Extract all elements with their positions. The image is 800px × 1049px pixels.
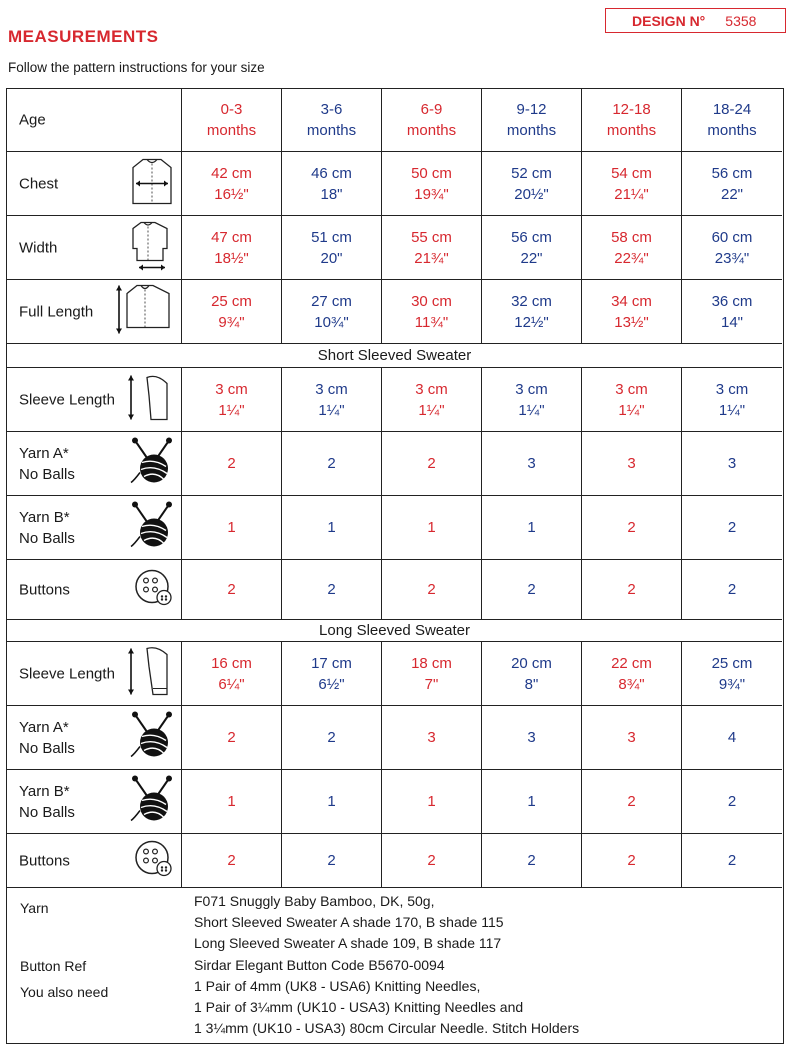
yarn-a-cell: 2 [181,432,281,495]
sleeve-cell: 22 cm 8¾" [581,642,681,705]
button-icon [133,837,175,884]
length-cell: 30 cm 11¾" [381,280,481,343]
yarn-ball-icon [129,500,175,555]
page-title: MEASUREMENTS [8,27,159,46]
buttons-cell: 2 [681,834,782,887]
materials-footer [7,888,782,1043]
yarn-b-cell: 1 [281,770,381,833]
yarn-b-label: Yarn B* No Balls [19,782,75,821]
yarn-b-cell: 1 [181,770,281,833]
short-yarn-b-row [7,496,782,560]
sleeve-cell: 18 cm 7" [381,642,481,705]
measurements-table [6,88,784,1044]
age-cell: 12-18 months [581,89,681,151]
buttons-label: Buttons [19,852,70,869]
chest-label: Chest [19,175,59,192]
width-row [7,216,782,280]
sleeve-cell: 3 cm 1¼" [481,368,581,431]
age-cell: 6-9 months [381,89,481,151]
short-sleeve-diagram-icon [125,371,175,428]
button-ref-text: Sirdar Elegant Button Code B5670-0094 [194,957,445,973]
yarn-a-cell: 3 [581,706,681,769]
yarn-a-cell: 4 [681,706,782,769]
width-cell: 60 cm 23¾" [681,216,782,279]
width-cell: 47 cm 18½" [181,216,281,279]
width-diagram-icon [129,218,175,277]
sleeve-cell: 3 cm 1¼" [281,368,381,431]
chest-cell: 54 cm 21¼" [581,152,681,215]
width-cell: 58 cm 22¾" [581,216,681,279]
length-cell: 25 cm 9¾" [181,280,281,343]
buttons-cell: 2 [181,560,281,619]
length-cell: 34 cm 13½" [581,280,681,343]
buttons-cell: 2 [581,560,681,619]
yarn-ball-icon [129,710,175,765]
you-also-need-details: 1 Pair of 4mm (UK8 - USA6) Knitting Needles, 1 Pair of 3¼mm (UK10 - USA3) Knitting Needles and 1 3¼mm (UK10 - USA3) 80cm Circular Needle. Stitch Holders [194,978,580,1036]
yarn-b-cell: 1 [481,770,581,833]
long-yarn-b-row [7,770,782,834]
buttons-cell: 2 [381,834,481,887]
yarn-a-cell: 3 [581,432,681,495]
short-buttons-row [7,560,782,620]
chest-cell: 50 cm 19¾" [381,152,481,215]
yarn-label: Yarn [20,900,49,916]
age-cell: 18-24 months [681,89,782,151]
short-sleeve-length-row [7,368,782,432]
yarn-a-cell: 2 [181,706,281,769]
width-label: Width [19,239,58,256]
buttons-label: Buttons [19,581,70,598]
chest-cell: 52 cm 20½" [481,152,581,215]
yarn-a-cell: 3 [681,432,782,495]
length-diagram-icon [113,281,175,342]
long-sleeve-length-row [7,642,782,706]
sleeve-cell: 3 cm 1¼" [181,368,281,431]
chest-cell: 42 cm 16½" [181,152,281,215]
width-cell: 56 cm 22" [481,216,581,279]
short-sleeve-title: Short Sleeved Sweater [317,347,472,364]
chest-cell: 56 cm 22" [681,152,782,215]
button-icon [133,566,175,613]
yarn-details: F071 Snuggly Baby Bamboo, DK, 50g, Short Sleeved Sweater A shade 170, B shade 115 Long Sleeved Sweater A shade 109, B shade 117 [194,893,504,951]
long-sleeve-title: Long Sleeved Sweater [319,622,470,639]
buttons-cell: 2 [681,560,782,619]
sleeve-cell: 17 cm 6½" [281,642,381,705]
age-label: Age [19,111,46,129]
age-cell: 9-12 months [481,89,581,151]
subtitle: Follow the pattern instructions for your size [8,60,265,75]
sleeve-length-label: Sleeve Length [19,391,115,408]
sleeve-cell: 3 cm 1¼" [681,368,782,431]
yarn-a-cell: 2 [281,432,381,495]
sleeve-cell: 25 cm 9¾" [681,642,782,705]
buttons-cell: 2 [281,560,381,619]
buttons-cell: 2 [581,834,681,887]
yarn-a-label: Yarn A* No Balls [19,444,75,483]
yarn-b-cell: 1 [281,496,381,559]
yarn-b-cell: 1 [481,496,581,559]
yarn-ball-icon [129,436,175,491]
sleeve-length-label: Sleeve Length [19,665,115,682]
age-cell: 0-3 months [181,89,281,151]
yarn-b-cell: 1 [381,770,481,833]
chest-diagram-icon [129,155,175,212]
yarn-a-cell: 3 [481,432,581,495]
you-also-need-label: You also need [20,984,109,1000]
yarn-a-cell: 3 [481,706,581,769]
width-cell: 51 cm 20" [281,216,381,279]
long-sleeve-diagram-icon [125,644,175,703]
yarn-b-cell: 1 [181,496,281,559]
design-label: DESIGN N° [632,12,706,29]
short-yarn-a-row [7,432,782,496]
full-length-row [7,280,782,344]
buttons-cell: 2 [381,560,481,619]
sleeve-cell: 16 cm 6¼" [181,642,281,705]
yarn-b-cell: 2 [581,496,681,559]
yarn-a-cell: 2 [281,706,381,769]
age-cell: 3-6 months [281,89,381,151]
design-number-box [605,8,786,33]
long-buttons-row [7,834,782,888]
width-cell: 55 cm 21¾" [381,216,481,279]
full-length-label: Full Length [19,303,94,320]
yarn-b-cell: 1 [381,496,481,559]
length-cell: 27 cm 10¾" [281,280,381,343]
length-cell: 36 cm 14" [681,280,782,343]
sleeve-cell: 3 cm 1¼" [581,368,681,431]
yarn-b-label: Yarn B* No Balls [19,508,75,547]
long-sleeve-section-header [7,620,782,642]
length-cell: 32 cm 12½" [481,280,581,343]
buttons-cell: 2 [281,834,381,887]
age-label-cell [7,89,181,151]
chest-row [7,152,782,216]
long-yarn-a-row [7,706,782,770]
buttons-cell: 2 [181,834,281,887]
buttons-cell: 2 [481,834,581,887]
yarn-b-cell: 2 [681,770,782,833]
short-sleeve-section-header [7,344,782,368]
age-row [7,89,782,152]
buttons-cell: 2 [481,560,581,619]
yarn-a-cell: 2 [381,432,481,495]
button-ref-label: Button Ref [20,958,87,974]
yarn-b-cell: 2 [581,770,681,833]
sleeve-cell: 20 cm 8" [481,642,581,705]
yarn-a-cell: 3 [381,706,481,769]
yarn-ball-icon [129,774,175,829]
sleeve-cell: 3 cm 1¼" [381,368,481,431]
chest-cell: 46 cm 18" [281,152,381,215]
yarn-b-cell: 2 [681,496,782,559]
yarn-a-label: Yarn A* No Balls [19,718,75,757]
design-number: 5358 [725,12,757,29]
